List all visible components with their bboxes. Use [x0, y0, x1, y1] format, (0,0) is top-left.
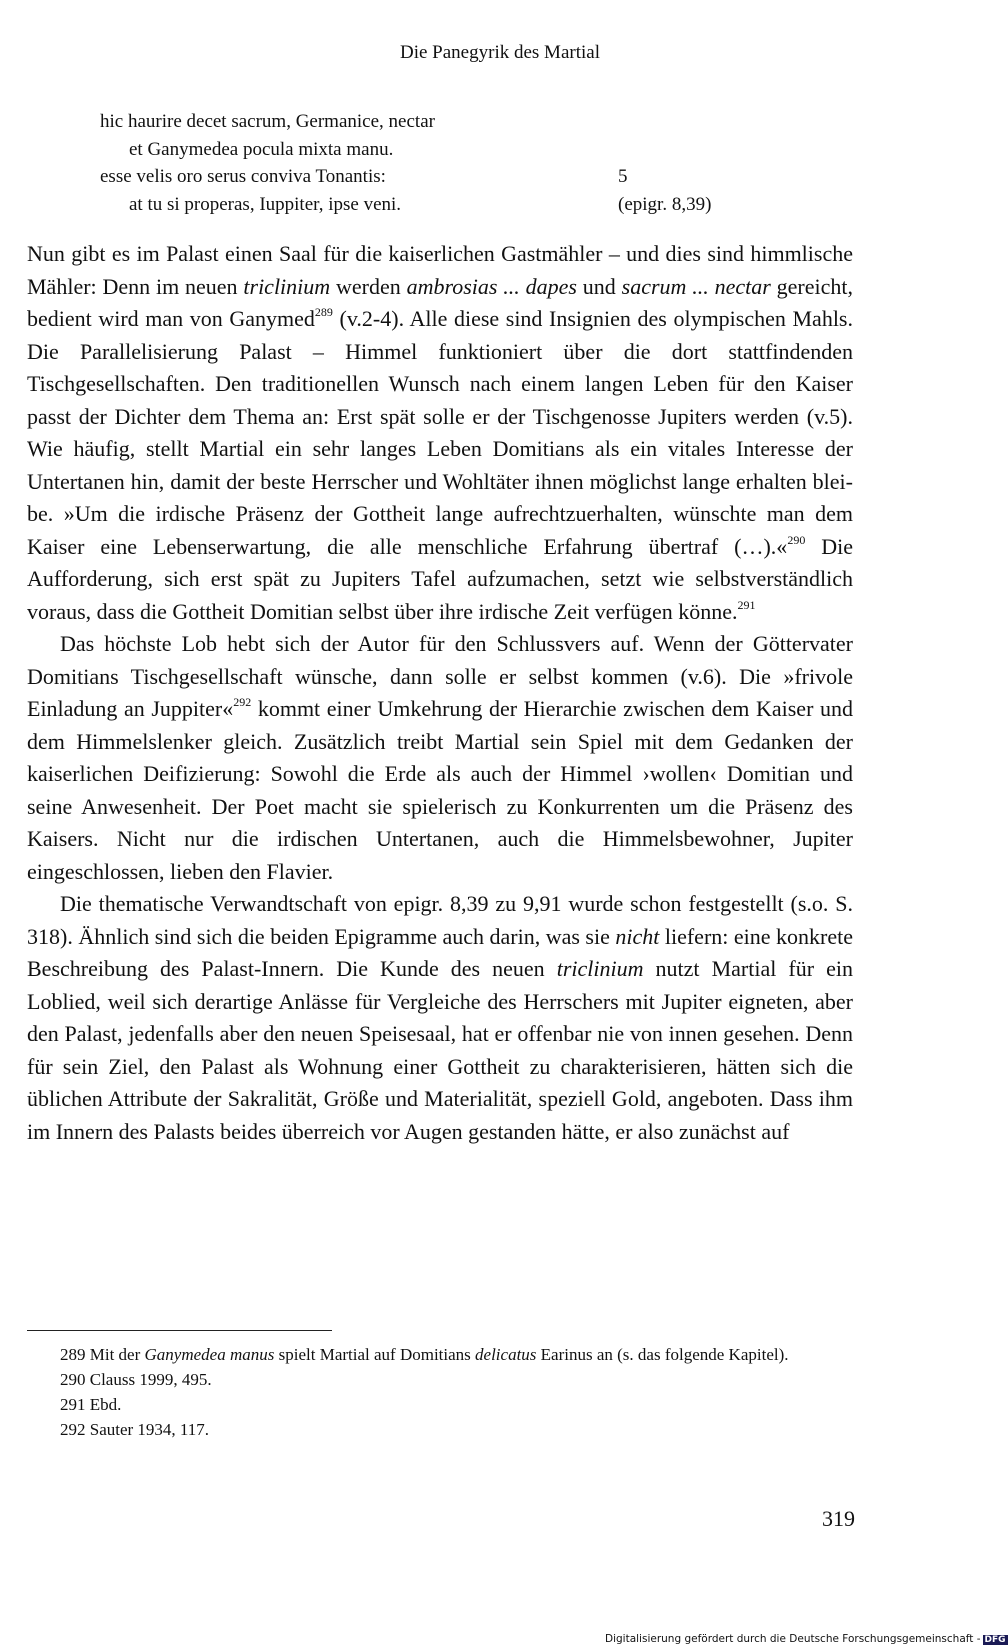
paragraph — [27, 628, 853, 888]
footnotes — [27, 1342, 853, 1442]
text-run: Earinus an (s. das folgende Kapitel). — [536, 1345, 789, 1364]
dfg-logo: DFG — [984, 1635, 1006, 1645]
text-run: 289 Mit der — [60, 1345, 145, 1364]
italic-term: ambrosias ... dapes — [406, 273, 577, 299]
footnote-ref[interactable]: 291 — [737, 597, 756, 612]
poem-line — [100, 108, 740, 136]
poem-line-text: esse velis oro serus conviva Tonantis: — [100, 166, 386, 187]
text-run: kommt einer Umkehrung der Hierarchie zwischen dem Kaiser und dem Himmelslenker gleich. Zusätzlich treibt Martial sein Spiel mit dem Gedanken der kaiserlichen Deifizierung: Sowohl die Erde als auch der Himmel ›wollen‹ Domitian und seine Anwesenheit. Der Poet macht sie spielerisch zu Konkurrenten um die Präsenz des Kaisers. Nicht nur die irdischen Untertanen, auch die Himmelsbewohner, Jupiter eingeschlossen, lieben den Flavier. — [27, 696, 853, 884]
poem-line — [100, 136, 740, 164]
poem-source-citation: (epigr. 8,39) — [618, 193, 712, 215]
poem-line — [100, 191, 740, 219]
funding-text: Digitalisierung gefördert durch die Deutsche Forschungsgemeinschaft - — [605, 1633, 981, 1645]
italic-term: nicht — [615, 923, 660, 949]
text-run: Das höchste Lob hebt sich der Autor für den Schlussvers auf. Wenn der Göttervater Domitians Tischgesellschaft wünsche, dann solle er selbst kommen (v.6). Die »frivole Einladung an Juppiter« — [27, 631, 853, 721]
poem-line — [100, 163, 740, 191]
text-run: werden — [330, 273, 407, 299]
poem-line-text: et Ganymedea pocula mixta manu. — [129, 138, 394, 160]
running-title: Die Panegyrik des Martial — [400, 42, 600, 63]
text-run: gereicht, bedient wird man von Ganymed — [27, 273, 853, 331]
page-number: 319 — [822, 1506, 855, 1531]
text-run: Die Aufforderung, sich erst spät zu Jupiters Tafel aufzumachen, setzt wie selbstverständlich voraus, dass die Gottheit Domitian selbst über ihre irdische Zeit verfügen könne. — [27, 533, 854, 624]
footnote-ref[interactable]: 292 — [233, 695, 252, 709]
footnote-divider — [27, 1330, 332, 1331]
footnote-ref[interactable]: 290 — [787, 532, 806, 547]
text-run: liefern: eine konkrete Beschreibung des Palast-Innern. Die Kunde des neuen — [27, 923, 853, 981]
italic-term: delicatus — [475, 1345, 537, 1364]
text-run: nutzt Martial für ein Loblied, weil sich derartige Anlässe für Vergleiche des Herrschers mit Jupiter eigneten, aber den Palast, jedenfalls aber den neuen Speisesaal, hat er offenbar nie von innen gesehen. Denn für sein Ziel, den Palast als Wohnung einer Gottheit zu charakterisieren, hätten sich die üblichen Attribute der Sakralität, Größe und Materialität, speziell Gold, angeboten. Dass ihm im Innern des Palasts beides überreich vor Augen gestanden hätte, er also zunächst auf — [27, 956, 853, 1144]
text-run: Nun gibt es im Palast einen Saal für die kaiserlichen Gastmähler – und dies sind himmlische Mähler: Denn im neuen — [27, 241, 853, 299]
text-run: spielt Martial auf Domitians — [274, 1345, 476, 1364]
funding-note — [605, 1633, 1006, 1647]
text-run: und — [576, 273, 622, 299]
paragraph — [27, 888, 853, 1148]
footnote-290: 290 Clauss 1999, 495. — [60, 1370, 212, 1389]
footnote-289 — [27, 1342, 853, 1367]
verse-number: 5 — [618, 166, 628, 187]
poem-quotation — [100, 108, 740, 218]
text-run: Die thematische Verwandtschaft von epigr. 8,39 zu 9,91 wurde schon festgestellt (s.o. S. 318). Ähnlich sind sich die beiden Epigramme auch darin, was sie — [27, 891, 853, 949]
footnote-ref[interactable]: 289 — [314, 305, 333, 319]
text-run: (v.2-4). Alle diese sind Insignien des olympischen Mahls. Die Parallelisierung Palast – Himmel funktioniert über die dort stattfindenden Tischgesellschaften. Den traditionellen Wunsch nach einem langen Leben für den Kaiser passt der Dichter dem Thema an: Erst spät solle er der Tischgenosse Jupiters werden (v.5). Wie häufig, stellt Martial ein sehr langes Leben Domitians als ein vitales Interesse der Untertanen hin, damit der beste Herrscher und Wohltäter ihnen möglichst lange erhalten bleibe. »Um die irdische Präsenz der Gottheit lange aufrechtzuerhalten, wünschte man dem Kaiser eine Lebenserwartung, die alle menschliche Erfahrung übertraf (…).« — [27, 306, 853, 559]
italic-term: triclinium — [243, 273, 331, 299]
footnote-291: 291 Ebd. — [60, 1395, 122, 1414]
poem-line-text: at tu si properas, Iuppiter, ipse veni. — [129, 193, 402, 215]
poem-line-text: hic haurire decet sacrum, Germanice, nectar — [100, 111, 435, 132]
footnote-292: 292 Sauter 1934, 117. — [60, 1420, 210, 1439]
main-text — [27, 238, 853, 1148]
italic-term: sacrum ... nectar — [621, 273, 771, 299]
italic-term: Ganymedea manus — [144, 1345, 275, 1364]
italic-term: triclinium — [556, 956, 644, 981]
paragraph — [27, 238, 853, 628]
